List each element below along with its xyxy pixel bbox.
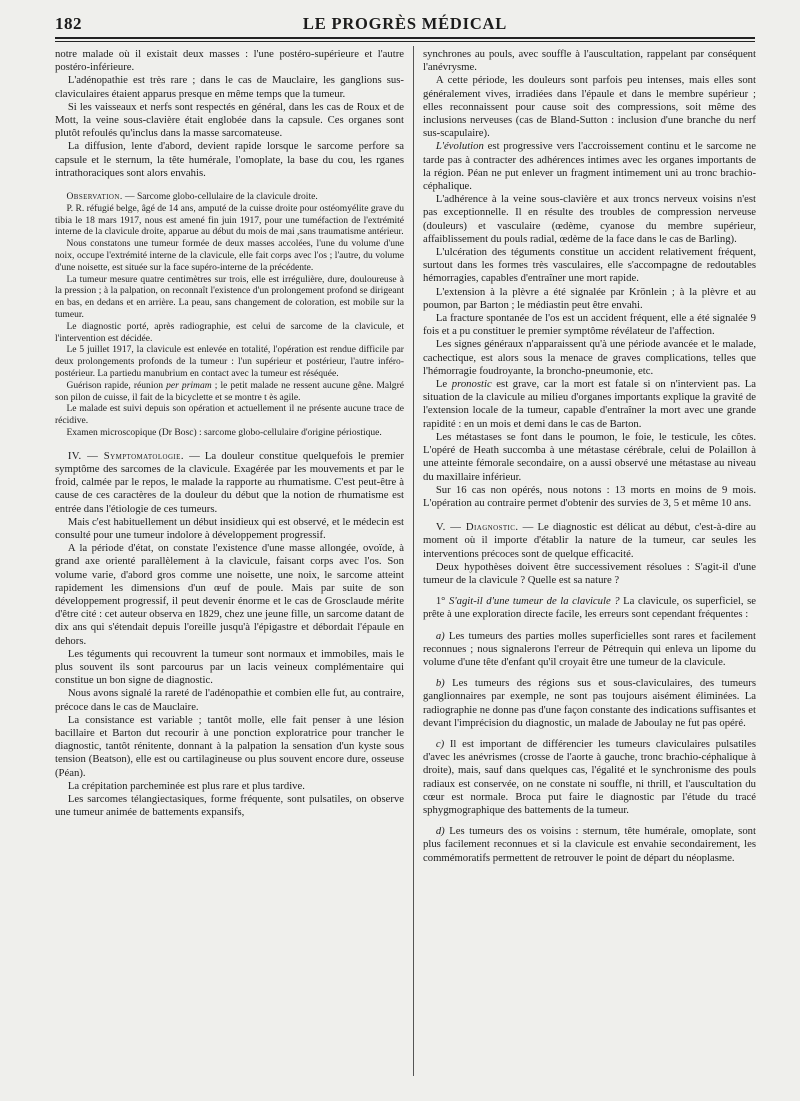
section-iv-heading: IV. — Symptomatologie. — [67, 449, 184, 462]
column-divider — [413, 46, 414, 1076]
list-item-a — [423, 630, 756, 670]
text-run: ; le petit malade ne ressent aucune gêne. Malgré son pilon de cuisse, il fait de la bicyclette et se montre t ès agile. — [55, 379, 404, 403]
list-label: d) — [435, 825, 445, 838]
paragraph: notre malade où il existait deux masses : l'une postéro-supérieure et l'autre postéro-inférieure. — [55, 48, 404, 74]
paragraph: Les sarcomes télangiectasiques, forme fréquente, sont pulsatiles, on observe une tumeur animée de battements expansifs, — [55, 793, 404, 819]
paragraph: Si les vaisseaux et nerfs sont respectés en général, dans les cas de Roux et de Mott, la veine sous-clavière était englobée dans la capsule. Ces organes sont plutôt refoulés qu'inclus dans la masse sarcomateuse. — [55, 100, 404, 140]
observation-paragraph: Examen microscopique (Dr Bosc) : sarcome globo-cellulaire d'origine périostique. — [66, 426, 382, 438]
italic-phrase: per primam — [166, 379, 212, 391]
header-rule-thin — [55, 41, 755, 42]
observation-paragraph — [55, 380, 404, 404]
running-title: LE PROGRÈS MÉDICAL — [302, 14, 508, 33]
right-column — [423, 48, 756, 1088]
observation-paragraph: La tumeur mesure quatre centimètres sur trois, elle est irrégulière, dure, douloureuse à la pression ; à la palpation, on reconnaît l'existence d'un prolongement profond se dirigeant en bas, en dedans et en arrière. La peau, sans changement de coloration, est mobile sur la tumeur. — [55, 273, 404, 320]
paragraph — [423, 595, 756, 621]
text-run: Le — [435, 378, 452, 391]
header-rule-thick — [55, 37, 755, 39]
section-iv-intro: — La douleur constitue quelquefois le premier symptôme des sarcomes de la clavicule. Exagérée par les mouvements et par le froid, calmée par le repos, le malade la rapporte au rhumatisme. C'est peut-être à cause de ces caractères de la douleur du début que la notion de rhumatisme est entrée dans l'étiologie de ces tumeurs. — [55, 449, 404, 515]
observation-title: — Sarcome globo-cellulaire de la clavicule droite. — [122, 191, 318, 203]
page-header — [55, 14, 755, 34]
page-number: 182 — [55, 14, 82, 33]
paragraph: Mais c'est habituellement un début insidieux qui est observé, et le médecin est consulté pour une tumeur indolore à développement progressif. — [55, 515, 404, 541]
section-v-intro: — Le diagnostic est délicat au début, c'est-à-dire au moment où il importe d'établir la nature de la tumeur, car seules les interventions précoces sont de quelque efficacité. — [423, 521, 756, 560]
paragraph: Sur 16 cas non opérés, nous notons : 13 morts en moins de 9 mois. L'opération au contraire permet d'obtenir des survies de 3, 5 et même 10 ans. — [423, 483, 756, 509]
paragraph: L'adénopathie est très rare ; dans le cas de Mauclaire, les ganglions sus-claviculaires étaient apparus presque en même temps que la tumeur. — [55, 74, 404, 100]
observation-heading: Observation. — [66, 191, 123, 203]
paragraph — [423, 140, 756, 193]
paragraph: A la période d'état, on constate l'existence d'une masse allongée, ovoïde, à grand axe orienté parallèlement à la clavicule, faisant corps avec l'os. Son volume varie, d'abord gros comme une noisette, une noix, le sarcome atteint rapidement les dimensions d'un œuf de poule. Mais par suite de son développement progressif, il peut devenir énorme et le cas de Grosclaude mérite d'être cité : cet auteur observa en 1829, chez une jeune fille, un sarcome datant de dix ans qui s'étendait depuis l'oreille jusqu'à l'épigastre et débordait l'épaule en dehors. — [55, 542, 404, 647]
paragraph: Les téguments qui recouvrent la tumeur sont normaux et immobiles, mais le plus souvent ils sont parcourus par un lacis veineux complémentaire qui constitue un bon signe de diagnostic. — [55, 647, 404, 687]
paragraph: La crépitation parcheminée est plus rare et plus tardive. — [67, 779, 305, 792]
paragraph: La fracture spontanée de l'os est un accident fréquent, elle a été signalée 9 fois et a pu constituer le premier symptôme révélateur de l'affection. — [423, 312, 756, 338]
italic-question: S'agit-il d'une tumeur de la clavicule ? — [448, 595, 620, 608]
italic-phrase: pronostic — [451, 378, 492, 391]
section-iv-paragraph — [55, 450, 404, 516]
observation-paragraph: Le 5 juillet 1917, la clavicule est enlevée en totalité, l'opération est rendue difficile par deux prolongements profonds de la tumeur : l'un supérieur et postérieur, l'autre inféro-postérieur. La partiedu manubrium en contact avec la tumeur est réséquée. — [55, 344, 404, 379]
observation-heading-paragraph — [55, 191, 404, 203]
text-run: Il est important de différencier les tumeurs claviculaires pulsatiles d'avec les anévrismes (crosse de l'aorte à gauche, tronc brachio-céphalique à droite), mais, sauf dans quelques cas, l'égalité et le synchronisme des pouls radiaux est conservée, on ne constate ni souffle, ni thrill, et l'auscultation du cœur est normale. Broca put faire le diagnostic par l'étude du tracé sphygmographique des battements de la tumeur. — [423, 737, 756, 816]
section-v-heading: V. — Diagnostic. — [435, 521, 519, 534]
paragraph: L'adhérence à la veine sous-clavière et aux troncs nerveux voisins n'est pas exceptionnelle. Il en résulte des troubles de compression nerveuse (douleurs) et vasculaire (œdème, cyanose du membre supérieur, affaiblissement du pouls radial, œdème de la face dans le cas de Barling). — [423, 193, 756, 245]
text-run: est grave, car la mort est fatale si on n'intervient pas. La situation de la clavicule au milieu d'organes importants explique la gravité de l'extension locale de la tumeur, capable d'entraîner la mort avec une grande rapidité : en un mois et demi dans le cas de Barton. — [423, 378, 756, 430]
paragraph: La diffusion, lente d'abord, devient rapide lorsque le sarcome perfore sa capsule et le sternum, la tête humérale, l'omoplate, la base du cou, les rganes intrathoraciques sont alors envahis. — [55, 140, 404, 179]
paragraph — [423, 378, 756, 431]
paragraph: La consistance est variable ; tantôt molle, elle fait penser à une lésion bacillaire et Barton dut recourir à une ponction exploratrice pour trancher le diagnostic, tantôt rénitente, donnant à la palpation la sensation d'un kyste sous tension (Beatson), elle est ou cartilagineuse ou plus souvent encore dure, osseuse (Péan). — [55, 713, 404, 779]
observation-paragraph: Le malade est suivi depuis son opération et actuellement il ne présente aucune trace de récidive. — [55, 403, 404, 427]
text-run: La clavicule, os superficiel, se prête à une exploration directe facile, les erreurs sont cependant fréquentes : — [423, 595, 756, 621]
text-run: Guérison rapide, réunion — [66, 379, 167, 391]
list-item-d — [423, 825, 756, 865]
list-label: c) — [435, 737, 445, 750]
observation-paragraph: P. R. réfugié belge, âgé de 14 ans, amputé de la cuisse droite pour ostéomyélite grave du tibia le 18 mars 1917, nous est amené fin juin 1917, pour une tuméfaction de l'extrémité interne de la clavicule droite, apparue au début du mois de mai ,sans traumatisme antérieur. — [55, 202, 404, 238]
text-run: est progressive vers l'accroissement continu et le sarcome ne tarde pas à contracter des adhérences intimes avec les organes importants de la région. Péan ne put enlever un fragment intimement uni au tronc brachio-céphalique. — [423, 140, 756, 193]
text-run: Les tumeurs des régions sus et sous-claviculaires, des tumeurs ganglionnaires par exemple, ne sont pas toujours aisément éliminées. La radiographie ne donne pas d'une façon constante des indications suffisantes et devant l'imprécision du diagnostic, un malade de Jaboulay ne fut pas opéré. — [423, 677, 756, 729]
text-run: Les tumeurs des parties molles superficielles sont rares et facilement reconnues ; nous signalerons l'erreur de Pétrequin qui enleva un lipome du volume d'une tête d'enfant qu'il croyait être une tumeur de la clavicule. — [423, 629, 756, 668]
section-v-paragraph — [423, 521, 756, 561]
paragraph: Les signes généraux n'apparaissent qu'à une période avancée et le malade, cachectique, est alors sous la menace de graves complications, telles que l'hémorragie foudroyante, la broncho-pneumonie, etc. — [423, 338, 756, 377]
paragraph: L'extension à la plèvre a été signalée par Krönlein ; à la plèvre et au poumon, par Barton ; le médiastin peut être envahi. — [423, 285, 756, 311]
text-run: 1° — [435, 595, 449, 608]
list-item-c — [423, 738, 756, 817]
observation-paragraph: Nous constatons une tumeur formée de deux masses accolées, l'une du volume d'une noix, occupe l'extrémité interne de la clavicule, elle fait corps avec l'os ; l'autre, du volume d'une noisette, est située sur la face supéro-interne de la précédente. — [55, 238, 404, 273]
italic-phrase: L'évolution — [435, 140, 484, 153]
list-label: a) — [435, 629, 445, 642]
text-run: Les tumeurs des os voisins : sternum, tête humérale, omoplate, sont plus facilement reconnues et si la clavicule est envahie secondairement, les commémoratifs permettent de retrouver le point de départ du néoplasme. — [423, 825, 756, 864]
paragraph: L'ulcération des téguments constitue un accident relativement fréquent, surtout dans les formes très vasculaires, elle s'accompagne de redoutables hémorragies, capables d'entraîner une mort rapide. — [423, 246, 756, 285]
paragraph: Deux hypothèses doivent être successivement résolues : S'agit-il d'une tumeur de la clavicule ? Quelle est sa nature ? — [423, 560, 756, 586]
paragraph: Les métastases se font dans le poumon, le foie, le testicule, les côtes. L'opéré de Heath succomba à une métastase cérébrale, celui de Polaillon à une atteinte fémorale secondaire, on a aussi observé une métastase au niveau du maxillaire inférieur. — [423, 430, 756, 483]
observation-paragraph: Le diagnostic porté, après radiographie, est celui de sarcome de la clavicule, et l'intervention est décidée. — [55, 320, 404, 344]
paragraph: Nous avons signalé la rareté de l'adénopathie et combien elle fut, au contraire, précoce dans le cas de Mauclaire. — [55, 687, 404, 713]
list-label: b) — [435, 677, 445, 690]
paragraph: synchrones au pouls, avec souffle à l'auscultation, rappelant par conséquent l'anévrysme. — [423, 48, 756, 74]
paragraph: A cette période, les douleurs sont parfois peu intenses, mais elles sont généralement vives, irradiées dans l'épaule et dans le membre supérieur ; elles reconnaissent pour cause soit des compressions, soit même des inclusions nerveuses (cas de Bland-Sutton : inclusion d'une branche du nerf sus-scapulaire). — [423, 74, 756, 140]
list-item-b — [423, 677, 756, 730]
left-column — [55, 48, 404, 1088]
